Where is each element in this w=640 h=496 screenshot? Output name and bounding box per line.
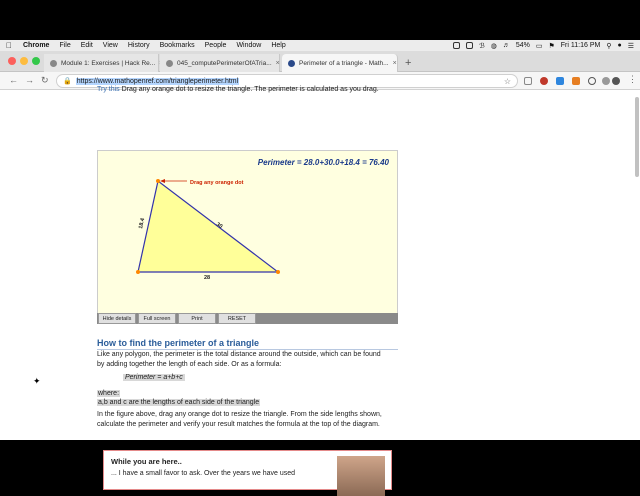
vertex-drag-handle[interactable] <box>136 270 140 274</box>
where-label: where: <box>98 390 120 397</box>
apple-icon[interactable] <box>0 41 18 50</box>
lock-icon[interactable]: 🔒 <box>63 78 72 85</box>
reload-icon[interactable]: ↻ <box>41 75 49 85</box>
triangle-shape <box>138 181 278 272</box>
menu-help[interactable]: Help <box>271 42 286 49</box>
extension-icon[interactable] <box>540 77 548 85</box>
menubar-status-area <box>453 42 640 50</box>
menu-list-icon[interactable]: ☰ <box>627 42 634 50</box>
tab-title: Perimeter of a triangle - Math... <box>299 59 389 67</box>
web-page <box>0 86 640 477</box>
battery-icon[interactable]: ▭ <box>535 42 543 50</box>
menu-view[interactable]: View <box>102 42 118 49</box>
screen <box>0 40 640 477</box>
user-icon[interactable]: ● <box>617 42 622 49</box>
menu-history[interactable]: History <box>127 42 150 49</box>
author-photo <box>337 456 385 496</box>
promo-heading: While you are here.. <box>111 457 182 466</box>
tab-title: Module 1: Exercises | Hack Re... <box>61 59 156 67</box>
mouse-cursor-icon: ✦ <box>33 376 41 386</box>
tab-favicon-icon <box>166 60 173 67</box>
triangle-applet[interactable] <box>97 150 398 324</box>
reset-button[interactable]: RESET <box>218 313 256 324</box>
favor-request-box <box>103 450 392 490</box>
menu-window[interactable]: Window <box>236 42 262 49</box>
tab-close-icon[interactable]: × <box>275 59 280 67</box>
menu-edit[interactable]: Edit <box>80 42 93 49</box>
full-screen-button[interactable]: Full screen <box>138 313 176 324</box>
more-menu-icon[interactable]: ⋮ <box>628 74 637 84</box>
back-icon[interactable]: ← <box>9 75 18 85</box>
side-length-left: 18.4 <box>138 217 147 230</box>
clock[interactable]: Fri 11:16 PM <box>560 42 601 49</box>
perimeter-formula: Perimeter = a+b+c <box>125 374 183 381</box>
volume-icon[interactable]: ♬ <box>502 42 510 49</box>
intro-text <box>97 85 397 95</box>
applet-button-row <box>97 313 398 324</box>
extension-icon[interactable] <box>556 77 564 85</box>
tab-compute-perimeter[interactable] <box>160 54 280 72</box>
side-length-bottom: 28 <box>204 275 211 281</box>
vertex-drag-handle[interactable] <box>276 270 280 274</box>
tab-perimeter-triangle[interactable] <box>282 54 398 72</box>
page-scrollbar[interactable] <box>635 97 639 177</box>
promo-text: ... I have a small favor to ask. Over the years we have used <box>111 470 296 477</box>
battery-percent[interactable]: 54% <box>515 42 530 49</box>
hide-details-button[interactable]: Hide details <box>98 313 136 324</box>
where-definition: a,b and c are the lengths of each side of the triangle <box>98 399 260 406</box>
search-icon[interactable]: ⚲ <box>606 42 612 50</box>
menu-bookmarks[interactable]: Bookmarks <box>159 42 195 49</box>
flag-icon[interactable]: ⚑ <box>548 42 555 50</box>
bookmark-star-icon[interactable]: ☆ <box>503 76 511 86</box>
bluetooth-icon[interactable]: ℬ <box>479 42 485 50</box>
extension-icon[interactable] <box>602 77 610 85</box>
intro-body: Drag any orange dot to resize the triangle. The perimeter is calculated as you drag. <box>119 86 379 93</box>
print-button[interactable]: Print <box>178 313 216 324</box>
perimeter-explanation: Like any polygon, the perimeter is the total distance around the outside, which can be found by adding together the length of each side. Or as a formula: <box>97 351 381 368</box>
tab-favicon-icon <box>50 60 57 67</box>
tab-close-icon[interactable]: × <box>392 59 397 67</box>
record-icon[interactable] <box>453 42 460 49</box>
extension-icon[interactable] <box>524 77 532 85</box>
perimeter-readout: Perimeter = 28.0+30.0+18.4 = 76.40 <box>257 158 389 167</box>
zoom-window-icon[interactable] <box>32 57 40 65</box>
vertex-drag-handle[interactable] <box>156 179 160 183</box>
tab-favicon-icon <box>288 60 295 67</box>
tab-title: 045_computePerimeterOfATria... <box>177 59 272 67</box>
triangle-figure <box>98 151 399 325</box>
new-tab-button[interactable]: + <box>405 57 412 69</box>
tab-module-exercises[interactable] <box>44 54 159 72</box>
address-url[interactable]: https://www.mathopenref.com/triangleperimeter.html <box>76 77 239 85</box>
close-window-icon[interactable] <box>8 57 16 65</box>
avatar[interactable] <box>612 77 620 85</box>
minimize-window-icon[interactable] <box>20 57 28 65</box>
screen-icon[interactable] <box>466 42 473 49</box>
side-length-right: 30 <box>214 221 224 231</box>
menu-file[interactable]: File <box>59 42 71 49</box>
menu-people[interactable]: People <box>204 42 227 49</box>
extension-icon[interactable] <box>572 77 580 85</box>
menu-app-chrome[interactable]: Chrome <box>23 42 50 49</box>
intro-lead: Try this <box>97 86 120 93</box>
mac-menubar <box>0 40 640 51</box>
extension-icon[interactable] <box>588 77 596 85</box>
figure-instructions: In the figure above, drag any orange dot to resize the triangle. From the side lengths shown, calculate the perimeter and verify your result matches the formula at the top of the diagram. <box>97 411 382 428</box>
forward-icon[interactable]: → <box>25 75 34 85</box>
tab-bar <box>0 51 640 72</box>
wifi-icon[interactable]: ◍ <box>490 42 497 50</box>
section-heading: How to find the perimeter of a triangle <box>97 338 260 348</box>
drag-hint-label: Drag any orange dot <box>190 180 244 186</box>
